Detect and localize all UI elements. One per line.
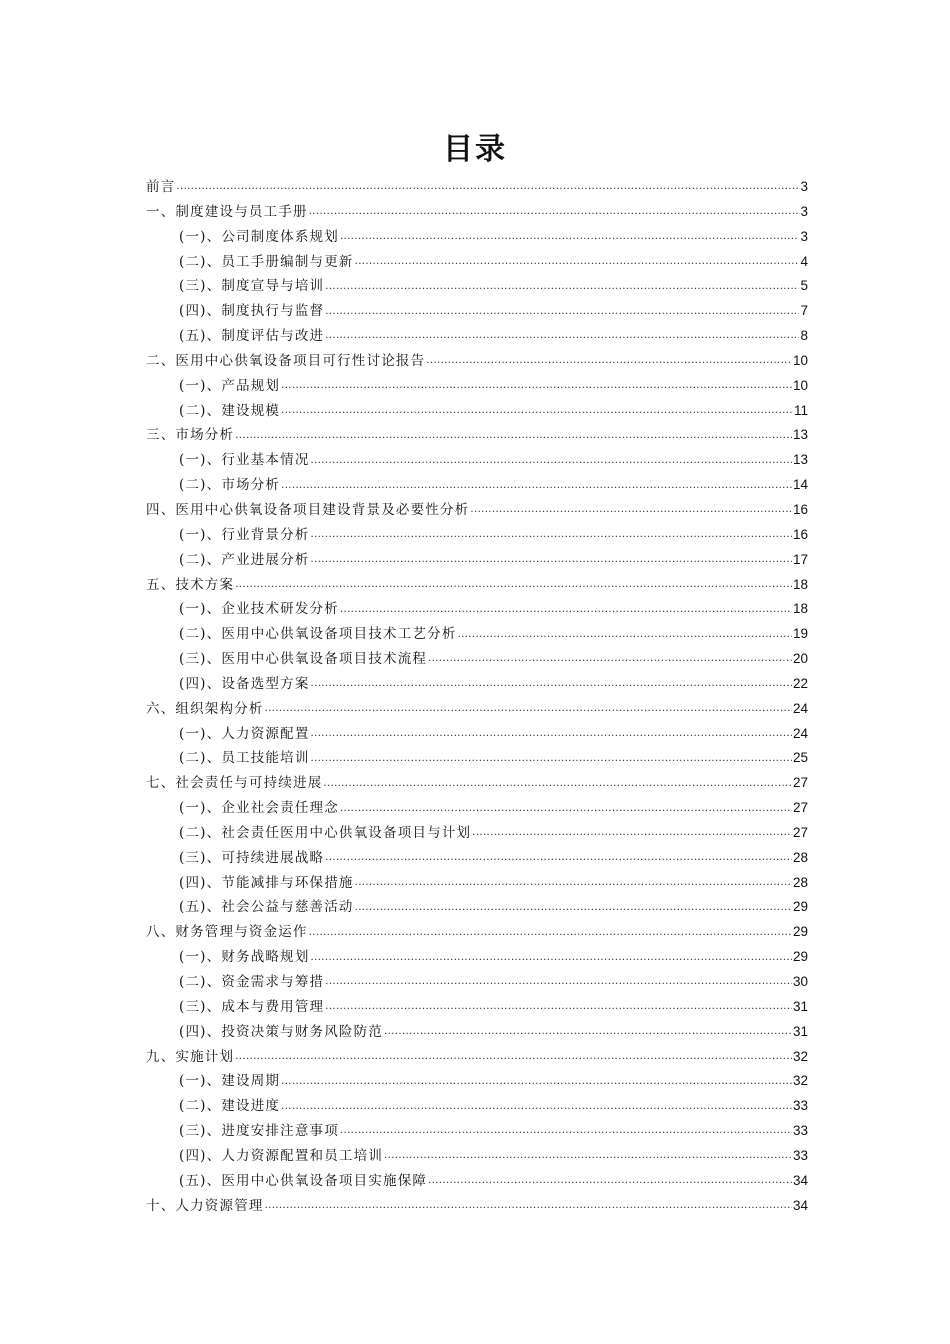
toc-entry-label: 七、社会责任与可持续进展 (146, 775, 323, 792)
toc-entry-label: (三)、成本与费用管理 (179, 998, 325, 1015)
toc-entry[interactable] (146, 945, 808, 970)
toc-leader-dots (281, 1100, 792, 1114)
toc-entry-label: (四)、节能减排与环保措施 (179, 874, 354, 891)
toc-entry-label: (二)、建设进度 (179, 1098, 281, 1115)
toc-entry-label: (一)、人力资源配置 (179, 725, 310, 742)
toc-entry-page-number: 31 (792, 1023, 808, 1039)
toc-entry[interactable] (146, 771, 808, 796)
toc-leader-dots (340, 802, 792, 816)
toc-entry-page-number: 33 (792, 1123, 808, 1139)
toc-leader-dots (265, 702, 792, 716)
toc-entry-label: (五)、医用中心供氧设备项目实施保障 (179, 1172, 428, 1189)
toc-entry-page-number: 5 (800, 278, 808, 294)
toc-entry-label: 三、市场分析 (146, 427, 235, 444)
toc-entry-label: (二)、市场分析 (179, 477, 281, 494)
toc-entry-page-number: 24 (792, 700, 808, 716)
toc-leader-dots (325, 280, 799, 294)
toc-entry-page-number: 8 (800, 328, 808, 344)
toc-leader-dots (325, 305, 799, 319)
toc-entry-page-number: 4 (800, 253, 808, 269)
toc-entry[interactable] (146, 1144, 808, 1169)
toc-leader-dots (309, 205, 800, 219)
table-of-contents (146, 175, 808, 1218)
toc-entry-label: (四)、制度执行与监督 (179, 303, 325, 320)
toc-leader-dots (311, 752, 792, 766)
toc-entry-label: (一)、公司制度体系规划 (179, 228, 339, 245)
toc-leader-dots (281, 379, 792, 393)
toc-leader-dots (325, 1000, 792, 1014)
toc-entry[interactable] (146, 274, 808, 299)
toc-leader-dots (428, 652, 792, 666)
toc-entry-page-number: 13 (792, 427, 808, 443)
toc-leader-dots (355, 876, 792, 890)
toc-leader-dots (355, 901, 792, 915)
toc-leader-dots (323, 777, 792, 791)
toc-leader-dots (458, 628, 792, 642)
toc-entry[interactable] (146, 796, 808, 821)
toc-entry[interactable] (146, 722, 808, 747)
toc-leader-dots (384, 1025, 792, 1039)
toc-entry-page-number: 28 (792, 849, 808, 865)
toc-leader-dots (311, 528, 792, 542)
toc-entry-page-number: 34 (792, 1172, 808, 1188)
toc-entry-label: (一)、企业社会责任理念 (179, 800, 339, 817)
toc-leader-dots (235, 578, 792, 592)
toc-entry[interactable] (146, 647, 808, 672)
toc-entry[interactable] (146, 746, 808, 771)
toc-entry[interactable] (146, 1094, 808, 1119)
toc-entry[interactable] (146, 622, 808, 647)
toc-entry-label: (一)、财务战略规划 (179, 949, 310, 966)
toc-entry[interactable] (146, 821, 808, 846)
toc-leader-dots (281, 1075, 792, 1089)
toc-entry-page-number: 28 (792, 874, 808, 890)
toc-entry[interactable] (146, 175, 808, 200)
toc-entry-page-number: 19 (792, 626, 808, 642)
toc-leader-dots (311, 553, 792, 567)
toc-entry[interactable] (146, 1194, 808, 1219)
toc-entry-page-number: 3 (800, 203, 808, 219)
toc-entry-label: 五、技术方案 (146, 576, 235, 593)
toc-entry[interactable] (146, 672, 808, 697)
toc-entry[interactable] (146, 498, 808, 523)
toc-entry[interactable] (146, 225, 808, 250)
toc-leader-dots (325, 329, 799, 343)
toc-entry-page-number: 18 (792, 576, 808, 592)
toc-entry-label: 二、医用中心供氧设备项目可行性讨论报告 (146, 352, 426, 369)
toc-entry-page-number: 16 (792, 501, 808, 517)
toc-entry-label: (四)、投资决策与财务风险防范 (179, 1023, 384, 1040)
toc-leader-dots (426, 354, 792, 368)
toc-entry-label: 六、组织架构分析 (146, 700, 264, 717)
toc-entry[interactable] (146, 920, 808, 945)
toc-entry-label: 四、医用中心供氧设备项目建设背景及必要性分析 (146, 501, 470, 518)
toc-entry-page-number: 10 (792, 352, 808, 368)
toc-entry-label: 前言 (146, 179, 176, 195)
toc-entry[interactable] (146, 548, 808, 573)
toc-leader-dots (384, 1149, 792, 1163)
toc-entry[interactable] (146, 895, 808, 920)
toc-entry[interactable] (146, 1069, 808, 1094)
toc-entry[interactable] (146, 846, 808, 871)
toc-leader-dots (309, 926, 792, 940)
toc-entry-page-number: 33 (792, 1098, 808, 1114)
toc-entry-label: (四)、人力资源配置和员工培训 (179, 1147, 384, 1164)
toc-leader-dots (340, 1124, 792, 1138)
toc-entry-label: 一、制度建设与员工手册 (146, 203, 308, 220)
toc-entry[interactable] (146, 697, 808, 722)
toc-entry-page-number: 13 (792, 452, 808, 468)
toc-entry-label: (三)、可持续进展战略 (179, 849, 325, 866)
toc-leader-dots (311, 677, 792, 691)
toc-entry[interactable] (146, 1119, 808, 1144)
toc-entry-label: (三)、进度安排注意事项 (179, 1123, 339, 1140)
toc-entry-page-number: 16 (792, 526, 808, 542)
toc-entry-page-number: 11 (793, 402, 808, 418)
toc-entry-label: (二)、员工手册编制与更新 (179, 253, 354, 270)
toc-leader-dots (470, 503, 792, 517)
toc-entry[interactable] (146, 573, 808, 598)
toc-entry-label: (二)、建设规模 (179, 402, 281, 419)
toc-entry[interactable] (146, 473, 808, 498)
toc-leader-dots (281, 404, 793, 418)
toc-leader-dots (325, 975, 792, 989)
toc-entry[interactable] (146, 448, 808, 473)
toc-leader-dots (340, 603, 792, 617)
toc-entry[interactable] (146, 423, 808, 448)
toc-entry-page-number: 32 (792, 1048, 808, 1064)
toc-entry[interactable] (146, 871, 808, 896)
toc-entry-label: (一)、企业技术研发分析 (179, 601, 339, 618)
toc-entry-page-number: 27 (792, 800, 808, 816)
toc-entry-label: (二)、产业进展分析 (179, 551, 310, 568)
toc-entry-label: 八、财务管理与资金运作 (146, 924, 308, 941)
toc-leader-dots (281, 479, 792, 493)
toc-entry-page-number: 30 (792, 974, 808, 989)
toc-entry-page-number: 25 (792, 750, 808, 766)
toc-entry[interactable] (146, 1169, 808, 1194)
toc-entry-page-number: 29 (792, 899, 808, 915)
toc-entry-label: (二)、社会责任医用中心供氧设备项目与计划 (179, 824, 472, 841)
toc-entry-page-number: 17 (792, 551, 808, 567)
toc-entry-label: (二)、员工技能培训 (179, 750, 310, 767)
toc-entry-page-number: 22 (792, 675, 808, 691)
toc-entry-page-number: 29 (792, 924, 808, 940)
toc-leader-dots (311, 951, 792, 965)
toc-entry-page-number: 10 (792, 377, 808, 393)
toc-leader-dots (340, 230, 800, 244)
toc-entry-label: (三)、医用中心供氧设备项目技术流程 (179, 651, 428, 668)
toc-entry[interactable] (146, 399, 808, 424)
toc-entry-page-number: 24 (792, 725, 808, 741)
toc-entry-label: (二)、医用中心供氧设备项目技术工艺分析 (179, 626, 457, 643)
toc-entry-label: 九、实施计划 (146, 1048, 235, 1065)
toc-entry-page-number: 3 (800, 228, 808, 244)
toc-entry-label: (一)、行业背景分析 (179, 526, 310, 543)
toc-entry[interactable] (146, 324, 808, 349)
toc-leader-dots (235, 429, 792, 443)
toc-entry-label: 十、人力资源管理 (146, 1197, 264, 1214)
toc-entry[interactable] (146, 597, 808, 622)
toc-entry[interactable] (146, 299, 808, 324)
page-title: 目录 (443, 132, 507, 167)
toc-entry[interactable] (146, 1045, 808, 1070)
toc-entry-page-number: 20 (792, 651, 808, 667)
toc-entry-page-number: 34 (792, 1197, 808, 1213)
toc-entry-label: (五)、社会公益与慈善活动 (179, 899, 354, 916)
toc-entry-label: (五)、制度评估与改进 (179, 328, 325, 345)
toc-entry-page-number: 14 (792, 477, 808, 493)
toc-leader-dots (265, 1199, 792, 1213)
toc-entry-label: (一)、建设周期 (179, 1073, 281, 1090)
toc-leader-dots (325, 851, 792, 865)
toc-entry[interactable] (146, 970, 808, 995)
toc-entry-page-number: 33 (792, 1147, 808, 1163)
toc-entry-page-number: 3 (800, 179, 808, 194)
toc-leader-dots (311, 727, 792, 741)
toc-leader-dots (355, 255, 800, 269)
toc-entry-label: (四)、设备选型方案 (179, 675, 310, 692)
toc-entry-label: (二)、资金需求与筹措 (179, 974, 325, 990)
toc-entry[interactable] (146, 523, 808, 548)
toc-entry-label: (一)、产品规划 (179, 377, 281, 394)
toc-entry[interactable] (146, 349, 808, 374)
toc-leader-dots (428, 1174, 792, 1188)
toc-leader-dots (235, 1050, 792, 1064)
toc-entry[interactable] (146, 200, 808, 225)
toc-entry-page-number: 32 (792, 1073, 808, 1089)
toc-entry-page-number: 31 (792, 998, 808, 1014)
toc-entry-page-number: 18 (792, 601, 808, 617)
toc-entry-page-number: 27 (792, 775, 808, 791)
toc-entry[interactable] (146, 995, 808, 1020)
toc-leader-dots (472, 826, 792, 840)
toc-entry[interactable] (146, 374, 808, 399)
toc-entry[interactable] (146, 1020, 808, 1045)
toc-entry-label: (三)、制度宣导与培训 (179, 278, 325, 295)
toc-leader-dots (176, 180, 799, 194)
toc-entry-page-number: 7 (800, 303, 808, 319)
toc-entry[interactable] (146, 250, 808, 275)
toc-entry-page-number: 29 (792, 949, 808, 965)
toc-entry-page-number: 27 (792, 824, 808, 840)
toc-leader-dots (311, 454, 792, 468)
toc-entry-label: (一)、行业基本情况 (179, 452, 310, 469)
